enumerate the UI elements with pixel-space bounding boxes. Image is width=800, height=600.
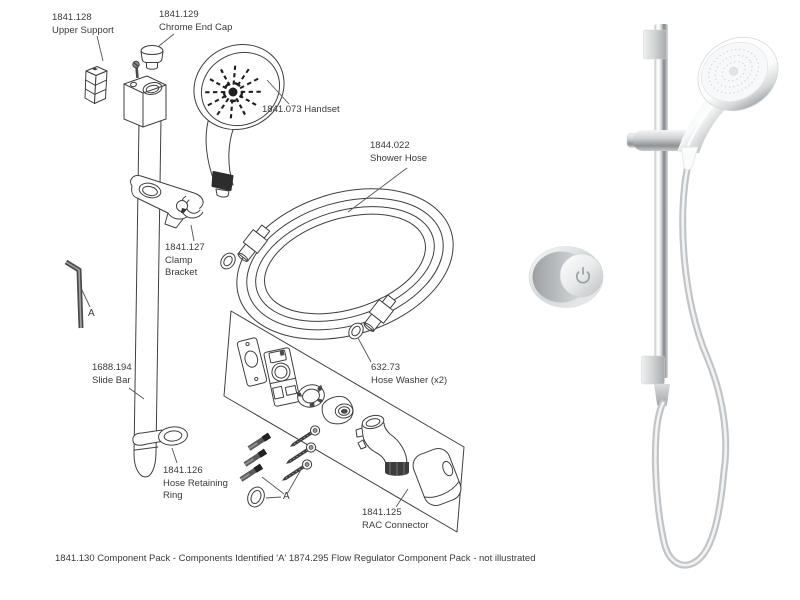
part-code: 1841.073 (262, 104, 302, 115)
photo-bottom-bracket (642, 356, 665, 384)
upper-support-drawing (85, 67, 107, 104)
label-hose-washer (371, 362, 447, 387)
marker-a-component-pack: A (283, 491, 290, 502)
label-hose-retaining-ring (163, 465, 228, 503)
product-photo (529, 23, 791, 565)
part-name: Hose Washer (x2) (371, 374, 448, 386)
part-name: Ring (163, 490, 183, 501)
marker-a-allen-key: A (88, 308, 95, 319)
part-code: 1688.194 (92, 362, 132, 373)
label-shower-hose (370, 140, 427, 165)
part-code: 1844.022 (370, 140, 410, 151)
part-name: Shower Hose (370, 152, 428, 164)
part-code: 1841.126 (163, 465, 203, 476)
label-rac-connector (362, 507, 429, 532)
label-upper-support (52, 12, 114, 37)
part-code: 1841.125 (362, 507, 402, 518)
footnote-flow-regulator: 1874.295 Flow Regulator Component Pack - not illustrated (288, 553, 536, 564)
part-name: Handset (304, 104, 340, 115)
footnotes (55, 552, 536, 565)
part-name: RAC Connector (362, 519, 429, 531)
part-name: Slide Bar (92, 374, 131, 386)
label-handset (262, 104, 340, 117)
label-slide-bar (92, 362, 132, 387)
part-code: 1841.127 (165, 242, 205, 253)
label-chrome-end-cap (159, 9, 232, 34)
allen-key-drawing (66, 262, 81, 328)
part-code: 1841.128 (52, 12, 92, 23)
footnote-component-pack: 1841.130 Component Pack - Components Identified 'A' (55, 553, 287, 564)
component-pack-box (224, 311, 464, 532)
part-name: Clamp (165, 254, 193, 266)
photo-handset-connector (681, 147, 698, 170)
part-name: Upper Support (52, 24, 114, 36)
photo-start-button (529, 247, 603, 308)
part-name: Bracket (165, 267, 198, 278)
o-ring-drawing (245, 485, 267, 510)
wall-plugs-drawing (241, 435, 270, 479)
part-code: 632.73 (371, 362, 401, 373)
end-cap-drawing (141, 46, 163, 70)
part-name: Chrome End Cap (159, 21, 233, 33)
photo-top-bracket (644, 30, 667, 59)
photo-slide-bar (655, 24, 669, 378)
slide-bar-drawing (124, 76, 166, 477)
part-name: Hose Retaining (163, 477, 228, 489)
part-code: 1841.129 (159, 9, 199, 20)
label-clamp-bracket (165, 242, 205, 280)
screw-drawing (133, 61, 139, 78)
